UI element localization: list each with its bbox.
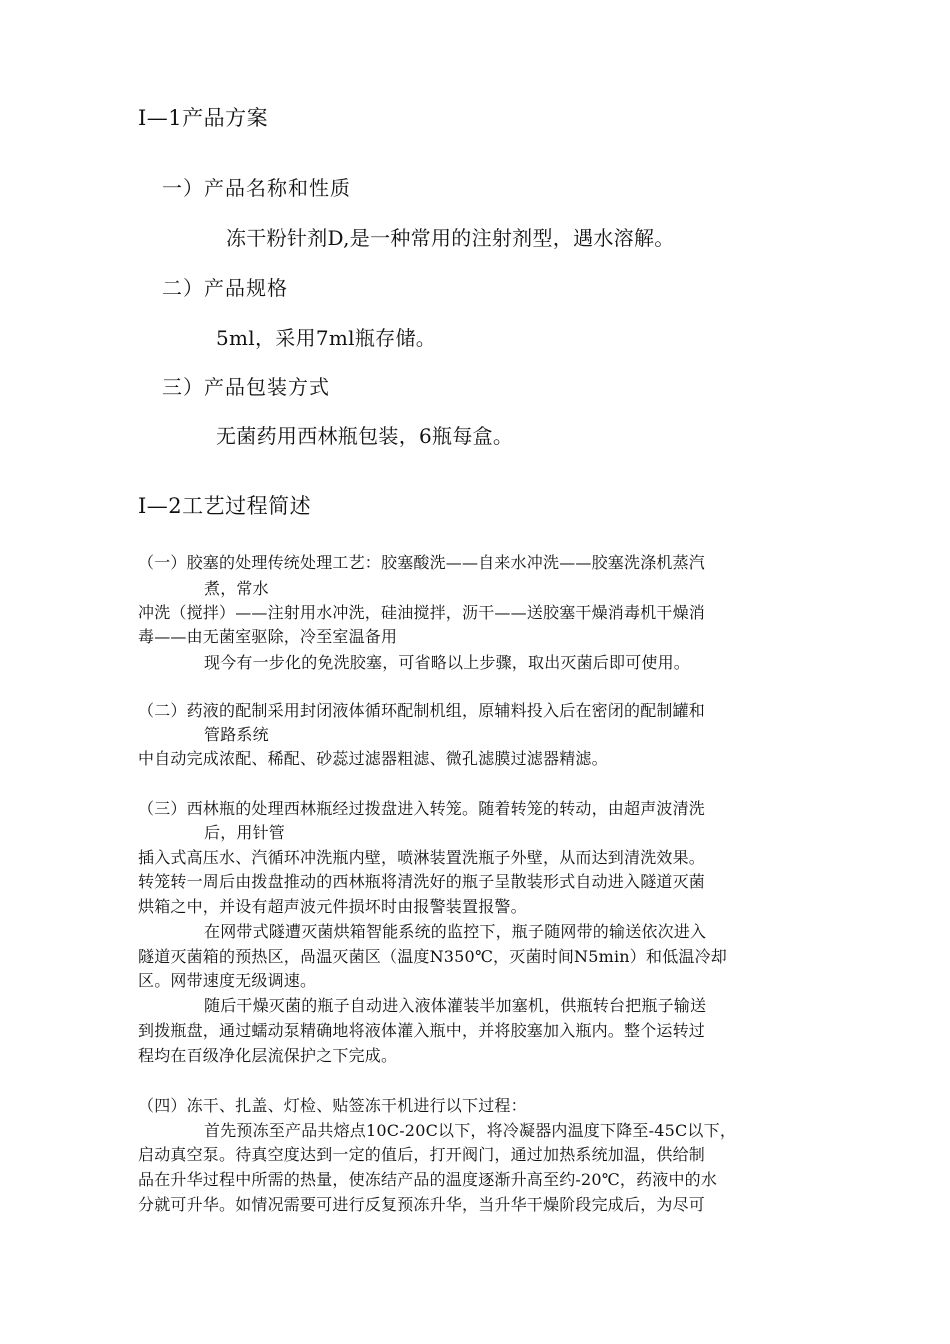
paragraph-line: （三）西林瓶的处理西林瓶经过拨盘进入转笼。随着转笼的转动，由超声波清洗: [138, 799, 706, 818]
subsection-text-packaging: 无菌药用西林瓶包装，6瓶每盒。: [216, 424, 514, 448]
paragraph-line: 插入式高压水、汽循环冲洗瓶内壁，喷淋装置洗瓶子外壁，从而达到清洗效果。: [138, 848, 706, 867]
subsection-title-packaging: 三）产品包装方式: [162, 375, 330, 399]
paragraph-line: 煮，常水: [204, 579, 269, 598]
section-title-product-plan: I—1产品方案: [138, 106, 269, 130]
paragraph-line: 烘箱之中，并设有超声波元件损坏时由报警装置报警。: [138, 897, 527, 916]
paragraph-line: 首先预冻至产品共熔点10C-20C以下，将冷凝器内温度下降至-45C以下，: [204, 1121, 737, 1140]
paragraph-line: 中自动完成浓配、稀配、砂蕊过滤器粗滤、微孔滤膜过滤器精滤。: [138, 749, 608, 768]
paragraph-line: （四）冻干、扎盖、灯检、贴签冻干机进行以下过程：: [138, 1096, 527, 1115]
paragraph-line: 品在升华过程中所需的热量，使冻结产品的温度逐渐升高至约-20℃，药液中的水: [138, 1170, 718, 1189]
paragraph-line: （一）胶塞的处理传统处理工艺：胶塞酸洗——自来水冲洗——胶塞洗涤机蒸汽: [138, 553, 706, 572]
subsection-title-spec: 二）产品规格: [162, 276, 288, 300]
paragraph-line: 启动真空泵。待真空度达到一定的值后，打开阀门，通过加热系统加温，供给制: [138, 1145, 706, 1164]
paragraph-line: 程均在百级净化层流保护之下完成。: [138, 1046, 398, 1065]
paragraph-line: 在网带式隧遭灭菌烘箱智能系统的监控下，瓶子随网带的输送依次进入: [204, 922, 707, 941]
paragraph-line: （二）药液的配制采用封闭液体循环配制机组，原辅料投入后在密闭的配制罐和: [138, 701, 706, 720]
paragraph-line: 分就可升华。如情况需要可进行反复预冻升华，当升华干燥阶段完成后，为尽可: [138, 1195, 706, 1214]
paragraph-line: 毒——由无菌室驱除，冷至室温备用: [138, 627, 398, 646]
subsection-text-name-nature: 冻干粉针剂D,是一种常用的注射剂型，遇水溶解。: [226, 226, 675, 250]
subsection-title-name-nature: 一）产品名称和性质: [162, 176, 351, 200]
paragraph-line: 现今有一步化的免洗胶塞，可省略以上步骤，取出灭菌后即可使用。: [204, 653, 691, 672]
paragraph-line: 后，用针管: [204, 823, 286, 842]
paragraph-line: 隧道灭菌箱的预热区，咼温灭菌区（温度N350℃，灭菌时间N5min）和低温冷却: [138, 947, 728, 966]
section-title-process: I—2工艺过程简述: [138, 494, 312, 518]
paragraph-line: 区。网带速度无级调速。: [138, 971, 317, 990]
paragraph-line: 转笼转一周后由拨盘推动的西林瓶将清洗好的瓶子呈散装形式自动进入隧道灭菌: [138, 872, 706, 891]
paragraph-line: 冲洗（搅拌）——注射用水冲洗，硅油搅拌，沥干——送胶塞干燥消毒机干燥消: [138, 603, 706, 622]
paragraph-line: 管路系统: [204, 725, 269, 744]
paragraph-line: 随后干燥灭菌的瓶子自动进入液体灌装半加塞机，供瓶转台把瓶子输送: [204, 996, 707, 1015]
subsection-text-spec: 5ml，采用7ml瓶存储。: [216, 326, 437, 350]
paragraph-line: 到拨瓶盘，通过蠕动泵精确地将液体灌入瓶中，并将胶塞加入瓶内。整个运转过: [138, 1021, 706, 1040]
